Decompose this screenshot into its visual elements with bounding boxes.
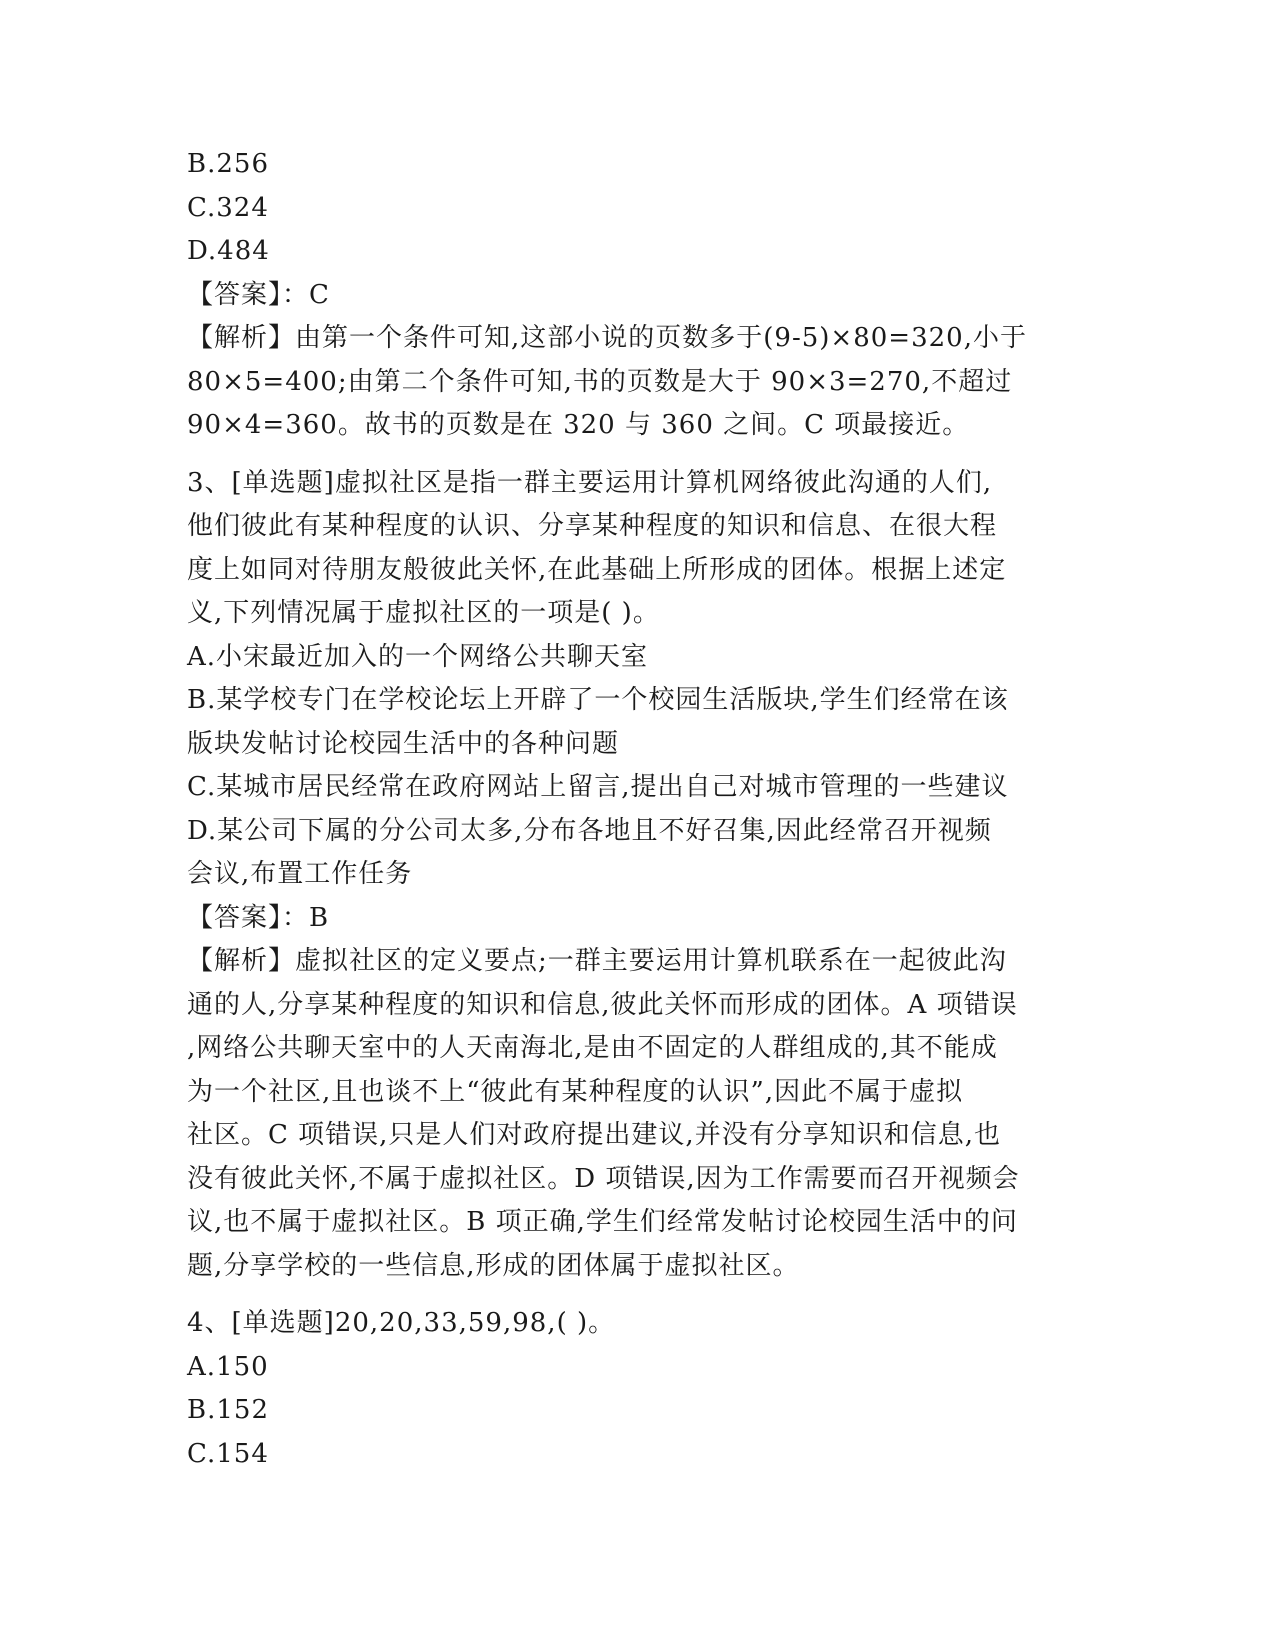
analysis-line: 80×5=400;由第二个条件可知,书的页数是大于 90×3=270,不超过 (187, 366, 1013, 397)
analysis-line: 题,分享学校的一些信息,形成的团体属于虚拟社区。 (187, 1250, 800, 1281)
analysis-line: 90×4=360。故书的页数是在 320 与 360 之间。C 项最接近。 (187, 410, 970, 440)
question-stem-line: 义,下列情况属于虚拟社区的一项是( )。 (187, 598, 660, 628)
section-gap (187, 1288, 1087, 1302)
document-page (187, 143, 1087, 1476)
answer-line: 【答案】：C (187, 279, 330, 310)
answer-line: 【答案】：B (187, 902, 330, 933)
question-stem-line: 度上如同对待朋友般彼此关怀,在此基础上所形成的团体。根据上述定 (187, 554, 1007, 585)
option-c: C.某城市居民经常在政府网站上留言,提出自己对城市管理的一些建议 (187, 772, 1009, 802)
analysis-line: 【解析】由第一个条件可知,这部小说的页数多于(9-5)×80=320,小于 (187, 323, 1027, 353)
analysis-line: ,网络公共聊天室中的人天南海北,是由不固定的人群组成的,其不能成 (187, 1033, 998, 1063)
question-stem-line: 他们彼此有某种程度的认识、分享某种程度的知识和信息、在很大程 (187, 511, 998, 541)
analysis-line: 通的人,分享某种程度的知识和信息,彼此关怀而形成的团体。A 项错误 (187, 989, 1018, 1020)
option-b: B.256 (187, 149, 269, 179)
question-3-block (187, 462, 1087, 1289)
option-b-continued: 版块发帖讨论校园生活中的各种问题 (187, 728, 620, 759)
option-b: B.某学校专门在学校论坛上开辟了一个校园生活版块,学生们经常在该 (187, 685, 1009, 715)
option-d: D.484 (187, 236, 270, 266)
analysis-line: 【解析】虚拟社区的定义要点;一群主要运用计算机联系在一起彼此沟 (187, 946, 1007, 976)
analysis-line: 为一个社区,且也谈不上“彼此有某种程度的认识”,因此不属于虚拟 (187, 1076, 964, 1107)
option-b: B.152 (187, 1395, 269, 1425)
option-a: A.小宋最近加入的一个网络公共聊天室 (187, 641, 649, 672)
question-4-block (187, 1302, 1087, 1476)
option-c: C.324 (187, 192, 269, 223)
option-d-continued: 会议,布置工作任务 (187, 859, 413, 889)
question-2-block (187, 143, 1087, 448)
option-a: A.150 (187, 1351, 269, 1382)
option-d: D.某公司下属的分公司太多,分布各地且不好召集,因此经常召开视频 (187, 815, 992, 846)
section-gap (187, 448, 1087, 462)
question-stem-line: 4、[单选题]20,20,33,59,98,( )。 (187, 1308, 616, 1338)
option-c: C.154 (187, 1438, 269, 1469)
analysis-line: 议,也不属于虚拟社区。B 项正确,学生们经常发帖讨论校园生活中的问 (187, 1207, 1018, 1237)
analysis-line: 社区。C 项错误,只是人们对政府提出建议,并没有分享知识和信息,也 (187, 1120, 1001, 1150)
question-stem-line: 3、[单选题]虚拟社区是指一群主要运用计算机网络彼此沟通的人们, (187, 467, 993, 498)
analysis-line: 没有彼此关怀,不属于虚拟社区。D 项错误,因为工作需要而召开视频会 (187, 1163, 1020, 1194)
